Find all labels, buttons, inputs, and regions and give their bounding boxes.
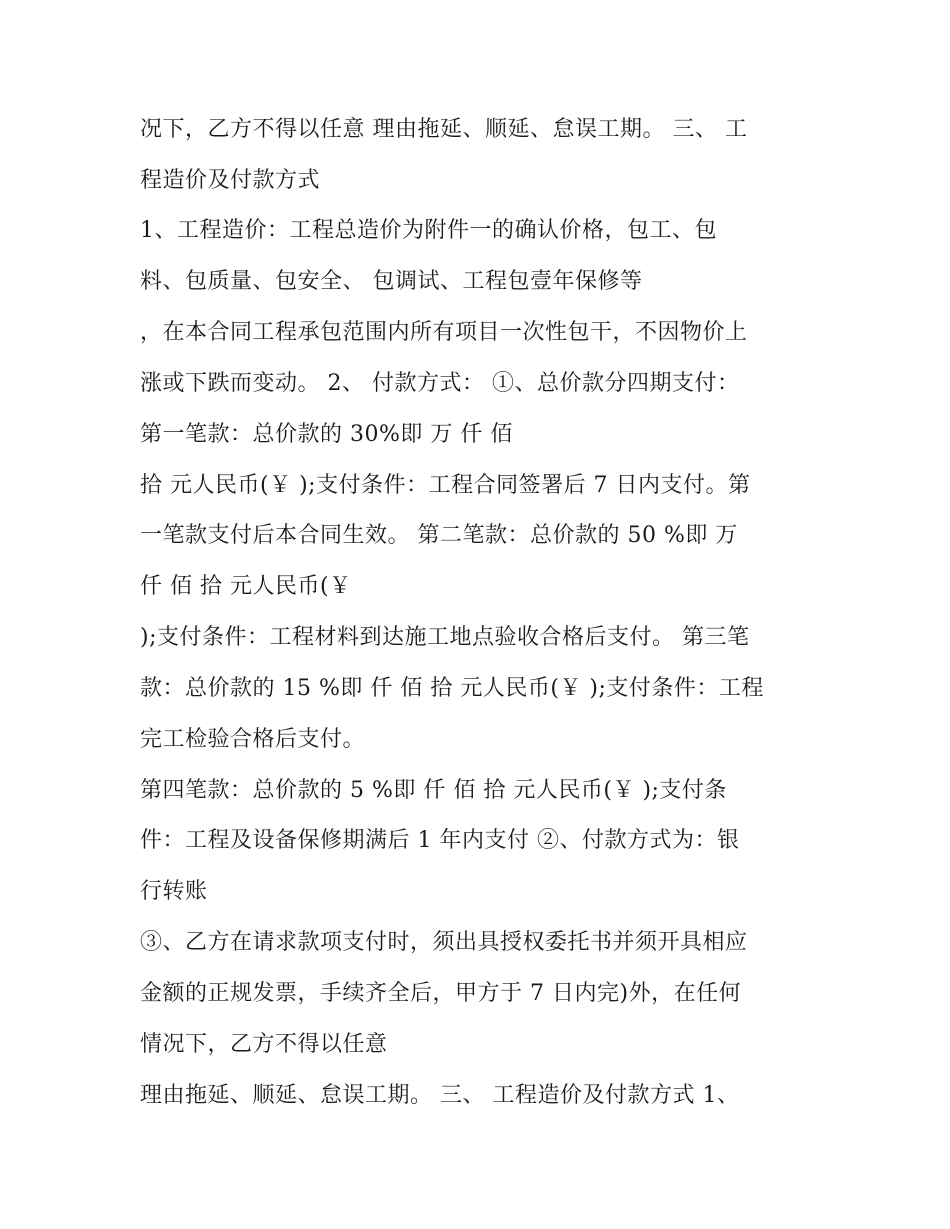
text-line: 情况下，乙方不得以任意	[140, 1032, 388, 1057]
text-line: 第四笔款：总价款的 5 %即 仟 佰 拾 元人民币(￥ );支付条	[140, 778, 727, 803]
text-line: ，在本合同工程承包范围内所有项目一次性包干，不因物价上	[140, 320, 748, 345]
text-line: 程造价及付款方式	[140, 168, 321, 193]
text-line: 1、工程造价：工程总造价为附件一的确认价格，包工、包	[140, 218, 717, 243]
text-line: 一笔款支付后本合同生效。 第二笔款：总价款的 50 %即 万	[140, 523, 738, 548]
text-line: 行转账	[140, 879, 208, 904]
text-line: 金额的正规发票，手续齐全后，甲方于 7 日内完)外，在任何	[140, 981, 742, 1006]
text-line: 完工检验合格后支付。	[140, 727, 366, 752]
text-line: ③、乙方在请求款项支付时，须出具授权委托书并须开具相应	[140, 930, 748, 955]
text-line: 理由拖延、顺延、怠误工期。 三、 工程造价及付款方式 1、	[140, 1083, 740, 1108]
text-line: 拾 元人民币(￥ );支付条件：工程合同签署后 7 日内支付。第	[140, 473, 751, 498]
text-line: );支付条件：工程材料到达施工地点验收合格后支付。 第三笔	[140, 625, 750, 650]
text-line: 件：工程及设备保修期满后 1 年内支付 ②、付款方式为：银	[140, 828, 740, 853]
text-line: 涨或下跌而变动。 2、 付款方式： ①、总价款分四期支付：	[140, 371, 740, 396]
text-line: 料、包质量、包安全、 包调试、工程包壹年保修等	[140, 269, 643, 294]
text-line: 款：总价款的 15 %即 仟 佰 拾 元人民币(￥ );支付条件：工程	[140, 676, 764, 701]
text-line: 况下，乙方不得以任意 理由拖延、顺延、怠误工期。 三、 工	[140, 117, 748, 142]
text-line: 仟 佰 拾 元人民币(￥	[140, 574, 352, 599]
text-line: 第一笔款：总价款的 30%即 万 仟 佰	[140, 422, 513, 447]
